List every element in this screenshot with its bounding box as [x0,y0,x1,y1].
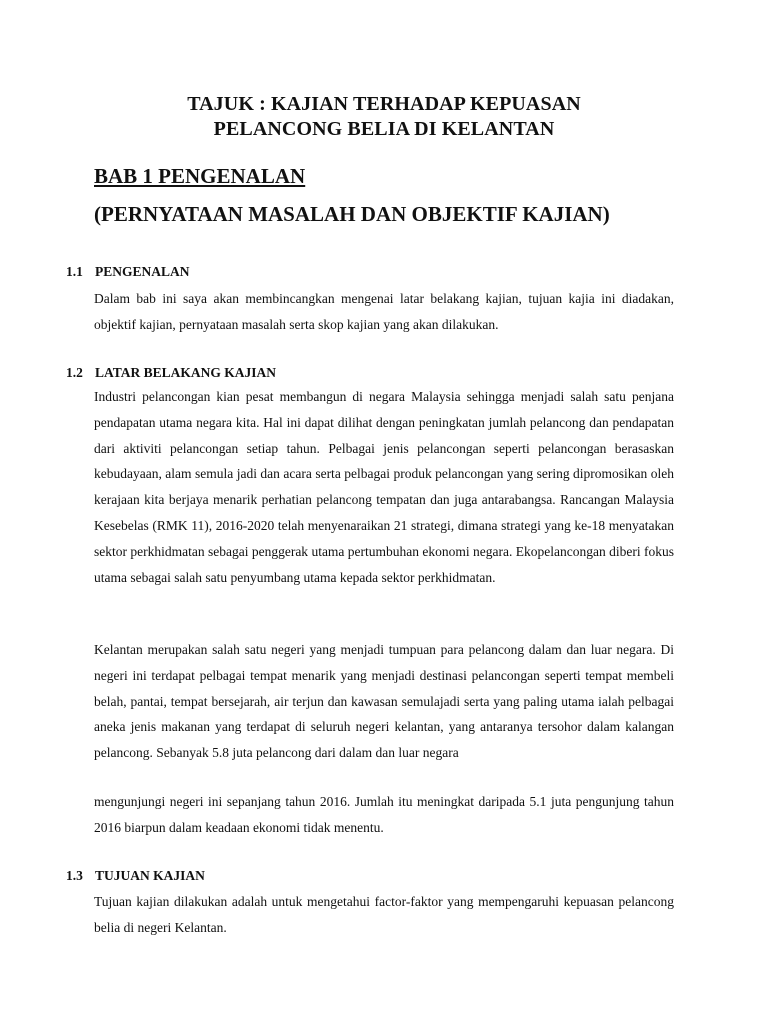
section-1-3-paragraph-1: Tujuan kajian dilakukan adalah untuk mengetahui factor-faktor yang mempengaruhi kepuasan pelancong belia di negeri Kelantan. [94,894,674,935]
section-1-2-paragraph-1: Industri pelancongan kian pesat membangun di negara Malaysia sehingga menjadi salah satu penjana pendapatan utama negara kita. Hal ini dapat dilihat dengan peningkatan jumlah pelancong dan pendapatan dari aktiviti pelancongan setiap tahun. Pelbagai jenis pelancongan seperti pelancongan berasaskan kebudayaan, alam semula jadi dan acara serta pelbagai produk pelancongan yang sering dipromosikan oleh kerajaan kita berjaya menarik perhatian pelancong tempatan dan juga antarabangsa. Rancangan Malaysia Kesebelas (RMK 11), 2016-2020 telah menyenaraikan 21 strategi, dimana strategi yang ke-18 menyatakan sektor perkhidmatan sebagai penggerak utama pertumbuhan ekonomi negara. Ekopelancongan diberi fokus utama sebagai salah satu penyumbang utama kepada sektor perkhidmatan. [94,389,674,585]
section-number: 1.2 [66,365,83,380]
section-number: 1.3 [66,868,83,883]
section-heading-1-2 [66,364,276,382]
section-1-2-paragraph-3: mengunjungi negeri ini sepanjang tahun 2016. Jumlah itu meningkat daripada 5.1 juta pengunjung tahun 2016 biarpun dalam keadaan ekonomi tidak menentu. [94,794,674,835]
section-1-2-paragraph-2: Kelantan merupakan salah satu negeri yang menjadi tumpuan para pelancong dalam dan luar negara. Di negeri ini terdapat pelbagai tempat menarik yang menjadi destinasi pelancongan seperti tempat membeli belah, pantai, tempat bersejarah, air terjun dan kawasan semulajadi serta yang paling utama ialah pelbagai aneka jenis makanan yang terdapat di seluruh negeri kelantan, yang antaranya tersohor dalam kalangan pelancong. Sebanyak 5.8 juta pelancong dari dalam dan luar negara [94,642,674,761]
section-title: PENGENALAN [95,264,190,279]
section-number: 1.1 [66,264,83,279]
section-title: TUJUAN KAJIAN [95,868,205,883]
section-title: LATAR BELAKANG KAJIAN [95,365,277,380]
document-title-line-2: PELANCONG BELIA DI KELANTAN [213,118,555,140]
section-1-1-paragraph-1: Dalam bab ini saya akan membincangkan mengenai latar belakang kajian, tujuan kajia ini diadakan, objektif kajian, pernyataan masalah serta skop kajian yang akan dilakukan. [94,291,674,332]
section-heading-1-3 [66,867,205,885]
chapter-subheading: (PERNYATAAN MASALAH DAN OBJEKTIF KAJIAN) [94,202,610,226]
section-heading-1-1 [66,263,190,281]
document-title-line-1: TAJUK : KAJIAN TERHADAP KEPUASAN [187,93,581,115]
chapter-heading: BAB 1 PENGENALAN [94,164,306,188]
